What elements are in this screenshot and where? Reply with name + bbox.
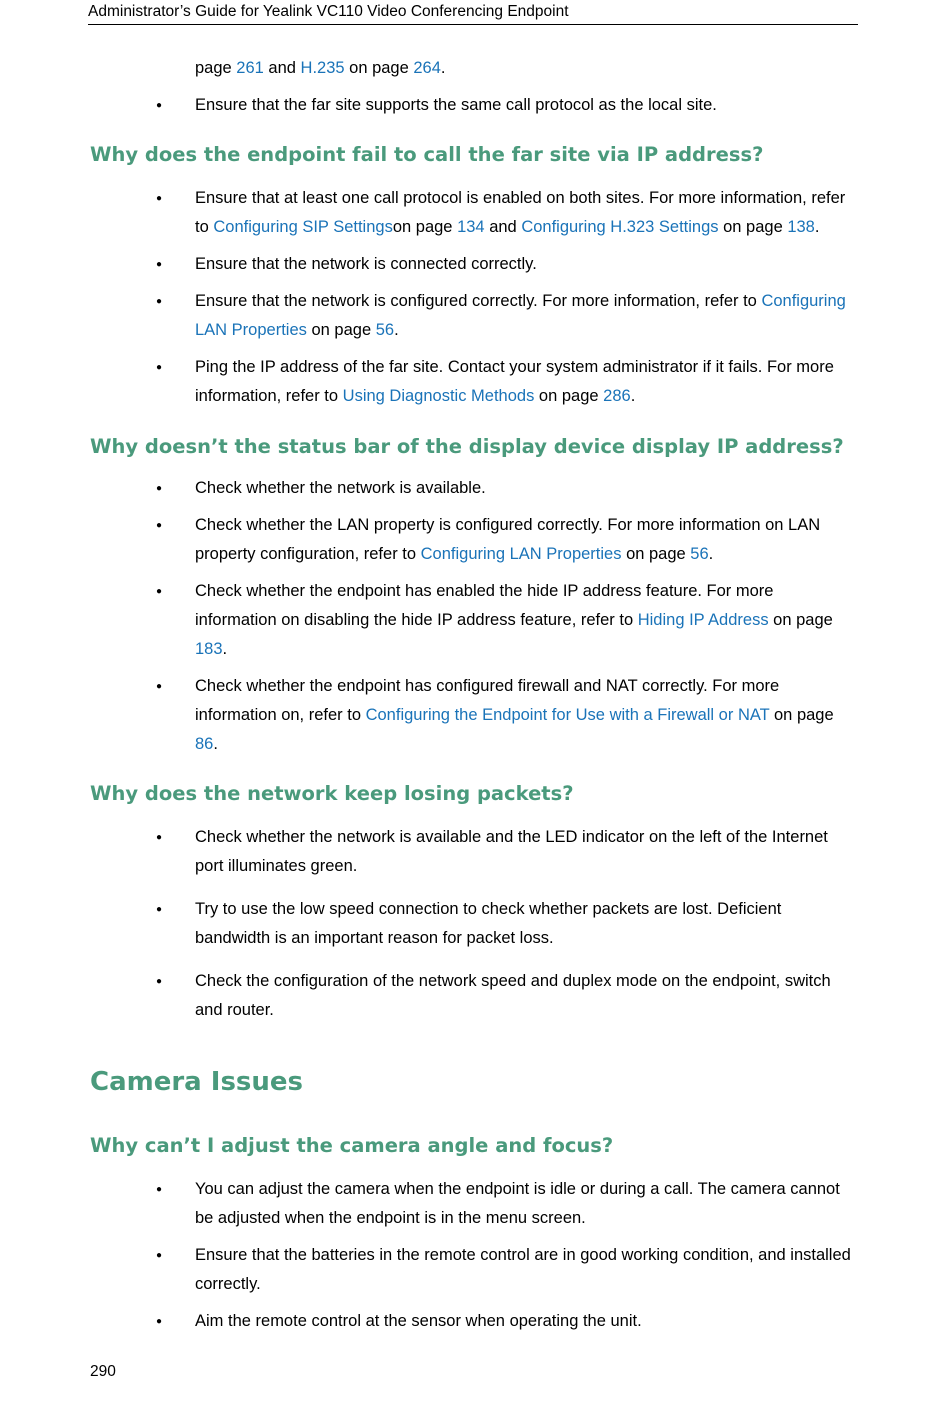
link-configuring-lan-properties[interactable]: Configuring LAN Properties bbox=[420, 545, 622, 563]
text: . bbox=[213, 735, 218, 753]
text: on page bbox=[392, 218, 458, 236]
link-page-138[interactable]: 138 bbox=[787, 218, 815, 236]
list-item bbox=[90, 184, 858, 242]
section-heading-camera-angle: Why can’t I adjust the camera angle and focus? bbox=[90, 1134, 614, 1157]
link-hiding-ip-address[interactable]: Hiding IP Address bbox=[637, 611, 769, 629]
list-item bbox=[90, 353, 858, 411]
list-item: ● You can adjust the camera when the endpoint is idle or during a call. The camera cannot be adjusted when the endpoint is in the menu screen. bbox=[90, 1175, 858, 1233]
list-item: ● Ensure that the network is connected correctly. bbox=[90, 250, 858, 279]
text: . bbox=[708, 545, 714, 563]
list-item: ● Aim the remote control at the sensor when operating the unit. bbox=[90, 1307, 858, 1336]
intro-list bbox=[90, 91, 858, 120]
text: Check whether the endpoint has configured firewall and NAT correctly. For more information on, refer to bbox=[195, 677, 780, 724]
text: on page bbox=[621, 545, 691, 563]
link-page-286[interactable]: 286 bbox=[603, 387, 631, 405]
text: page bbox=[195, 59, 237, 77]
section-list-ip-call-fail bbox=[90, 184, 858, 411]
link-configuring-h323-settings[interactable]: Configuring H.323 Settings bbox=[521, 218, 719, 236]
continued-paragraph bbox=[90, 54, 858, 83]
link-configuring-sip-settings[interactable]: Configuring SIP Settings bbox=[213, 218, 393, 236]
text: on page bbox=[768, 611, 833, 629]
text: . bbox=[814, 218, 820, 236]
list-item: ● Ensure that the far site supports the same call protocol as the local site. bbox=[90, 91, 858, 120]
section-list-packet-loss bbox=[90, 823, 858, 1025]
link-configuring-lan-properties[interactable]: Configuring LAN Properties bbox=[195, 292, 846, 339]
text: . bbox=[394, 321, 399, 339]
text: Check whether the LAN property is configured correctly. For more information on LAN property configuration, refer to bbox=[195, 516, 821, 563]
link-page-261[interactable]: 261 bbox=[236, 59, 264, 77]
list-item: ● Try to use the low speed connection to check whether packets are lost. Deficient bandwidth is an important reason for packet loss. bbox=[90, 895, 858, 953]
list-item bbox=[90, 287, 858, 345]
list-item bbox=[90, 672, 858, 759]
link-using-diagnostic-methods[interactable]: Using Diagnostic Methods bbox=[342, 387, 535, 405]
text: . bbox=[222, 640, 228, 658]
text: Ping the IP address of the far site. Contact your system administrator if it fails. For more information, refer to bbox=[195, 358, 834, 405]
text: and bbox=[484, 218, 522, 236]
list-item bbox=[90, 511, 858, 569]
list-item: ● Check whether the network is available. bbox=[90, 474, 858, 503]
section-list-status-bar-ip bbox=[90, 474, 858, 759]
list-item bbox=[90, 577, 858, 664]
chapter-title: Camera Issues bbox=[90, 1067, 304, 1097]
running-header bbox=[88, 2, 858, 25]
section-heading-status-bar-ip: Why doesn’t the status bar of the display device display IP address? bbox=[90, 435, 844, 458]
section-list-camera-angle bbox=[90, 1175, 858, 1336]
link-firewall-or-nat[interactable]: Configuring the Endpoint for Use with a Firewall or NAT bbox=[365, 706, 770, 724]
link-h235[interactable]: H.235 bbox=[300, 59, 345, 77]
link-page-134[interactable]: 134 bbox=[457, 218, 485, 236]
link-page-86[interactable]: 86 bbox=[195, 735, 214, 753]
page-content bbox=[90, 54, 858, 1344]
text: on page bbox=[306, 321, 376, 339]
running-header-title: Administrator’s Guide for Yealink VC110 Video Conferencing Endpoint bbox=[88, 3, 569, 20]
list-item: ● Ensure that the batteries in the remote control are in good working condition, and installed correctly. bbox=[90, 1241, 858, 1299]
page-number: 290 bbox=[90, 1363, 116, 1380]
link-page-56[interactable]: 56 bbox=[375, 321, 395, 339]
text: . bbox=[440, 59, 446, 77]
text: on page bbox=[534, 387, 604, 405]
link-page-183[interactable]: 183 bbox=[195, 640, 223, 658]
section-heading-ip-call-fail: Why does the endpoint fail to call the far site via IP address? bbox=[90, 143, 764, 166]
section-heading-packet-loss: Why does the network keep losing packets? bbox=[90, 782, 574, 805]
text: on page bbox=[718, 218, 788, 236]
link-page-56[interactable]: 56 bbox=[690, 545, 709, 563]
text: Check whether the endpoint has enabled the hide IP address feature. For more information on disabling the hide IP address feature, refer to bbox=[195, 582, 774, 629]
text: Ensure that at least one call protocol is enabled on both sites. For more information, refer to bbox=[195, 189, 846, 236]
text: on page bbox=[344, 59, 414, 77]
text: Ensure that the network is configured correctly. For more information, refer to bbox=[195, 292, 762, 310]
text: . bbox=[630, 387, 636, 405]
link-page-264[interactable]: 264 bbox=[413, 59, 441, 77]
text: on page bbox=[769, 706, 834, 724]
text: and bbox=[263, 59, 301, 77]
list-item: ● Check the configuration of the network speed and duplex mode on the endpoint, switch and router. bbox=[90, 967, 858, 1025]
list-item: ● Check whether the network is available and the LED indicator on the left of the Internet port illuminates green. bbox=[90, 823, 858, 881]
